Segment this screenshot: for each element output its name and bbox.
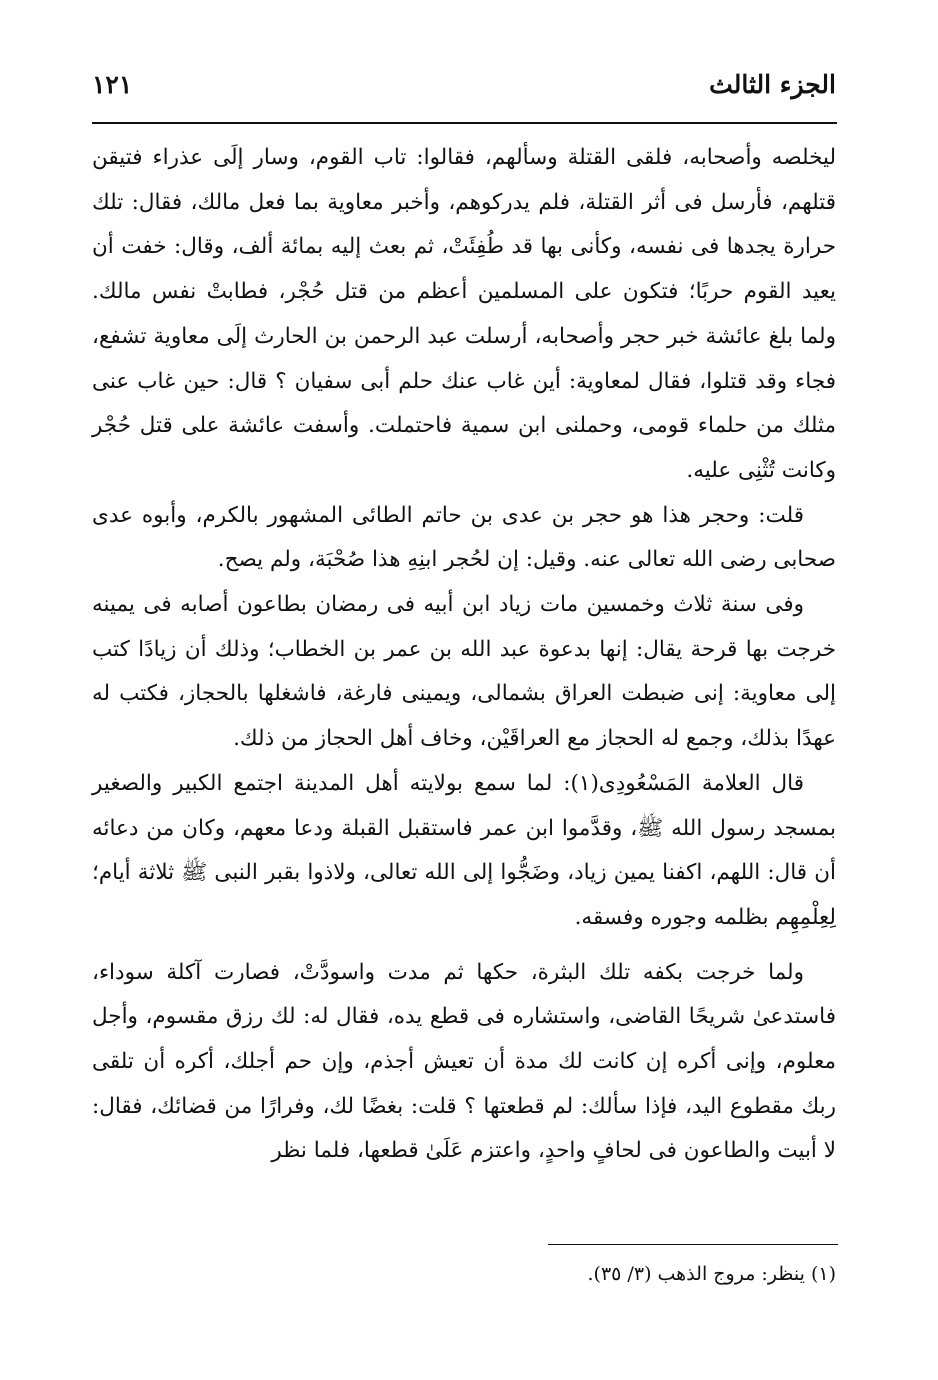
header-rule	[92, 122, 837, 124]
page-number: ١٢١	[92, 70, 133, 99]
running-title: الجزء الثالث	[709, 70, 836, 99]
main-text	[92, 136, 836, 1174]
paragraph: ولما خرجت بكفه تلك البثرة، حكها ثم مدت واسودَّتْ، فصارت آكلة سوداء، فاستدعىٰ شريحًا القاضى، واستشاره فى قطع يده، فقال له: لك رزق مقسوم، وأجل معلوم، وإنى أكره إن كانت لك مدة أن تعيش أجذم، وإن حم أجلك، أكره أن تلقى ربك مقطوع اليد، فإذا سألك: لم قطعتها ؟ قلت: بغضًا لك، وفرارًا من قضائك، فقال: لا أبيت والطاعون فى لحافٍ واحدٍ، واعتزم عَلَىٰ قطعها، فلما نظر	[92, 959, 836, 1164]
paragraph: قلت: وحجر هذا هو حجر بن عدى بن حاتم الطائى المشهور بالكرم، وأبوه عدى صحابى رضى الله تعالى عنه. وقيل: إن لحُجر ابنِهِ هذا صُحْبَة، ولم يصح.	[92, 502, 836, 573]
paragraph: قال العلامة المَسْعُودِى(١): لما سمع بولايته أهل المدينة اجتمع الكبير والصغير بمسجد رسول الله ﷺ، وقدَّموا ابن عمر فاستقبل القبلة ودعا معهم، وكان من دعائه أن قال: اللهم، اكفنا يمين زياد، وضَجُّوا إلى الله تعالى، ولاذوا بقبر النبى ﷺ ثلاثة أيام؛ لِعِلْمِهِم بظلمه وجوره وفسقه.	[92, 770, 836, 930]
page-header	[92, 64, 836, 114]
footnote-rule	[548, 1244, 838, 1245]
paragraph: ليخلصه وأصحابه، فلقى القتلة وسألهم، فقالوا: تاب القوم، وسار إلَى عذراء فتيقن قتلهم، فأرسل فى أثر القتلة، فلم يدركوهم، وأخبر معاوية بما فعل مالك، فقال: تلك حرارة يجدها فى نفسه، وكأنى بها قد طُفِئَتْ، ثم بعث إليه بمائة ألف، وقال: خفت أن يعيد القوم حربًا؛ فتكون على المسلمين أعظم من قتل حُجْر، فطابتْ نفس مالك. ولما بلغ عائشة خبر حجر وأصحابه، أرسلت عبد الرحمن بن الحارث إلَى معاوية تشفع، فجاء وقد قتلوا، فقال لمعاوية: أين غاب عنك حلم أبى سفيان ؟ قال: حين غاب عنى مثلك من حلماء قومى، وحملنى ابن سمية فاحتملت. وأسفت عائشة على قتل حُجْر وكانت تُثْنِى عليه.	[92, 145, 836, 483]
footnote: (١) ينظر: مروج الذهب (٣/ ٣٥).	[587, 1263, 836, 1285]
paragraph: وفى سنة ثلاث وخمسين مات زياد ابن أبيه فى رمضان بطاعون أصابه فى يمينه خرجت بها قرحة يقال: إنها بدعوة عبد الله بن عمر بن الخطاب؛ وذلك أن زيادًا كتب إلى معاوية: إنى ضبطت العراق بشمالى، ويمينى فارغة، فاشغلها بالحجاز، فكتب له عهدًا بذلك، وجمع له الحجاز مع العراقَيْن، وخاف أهل الحجاز من ذلك.	[92, 592, 836, 752]
